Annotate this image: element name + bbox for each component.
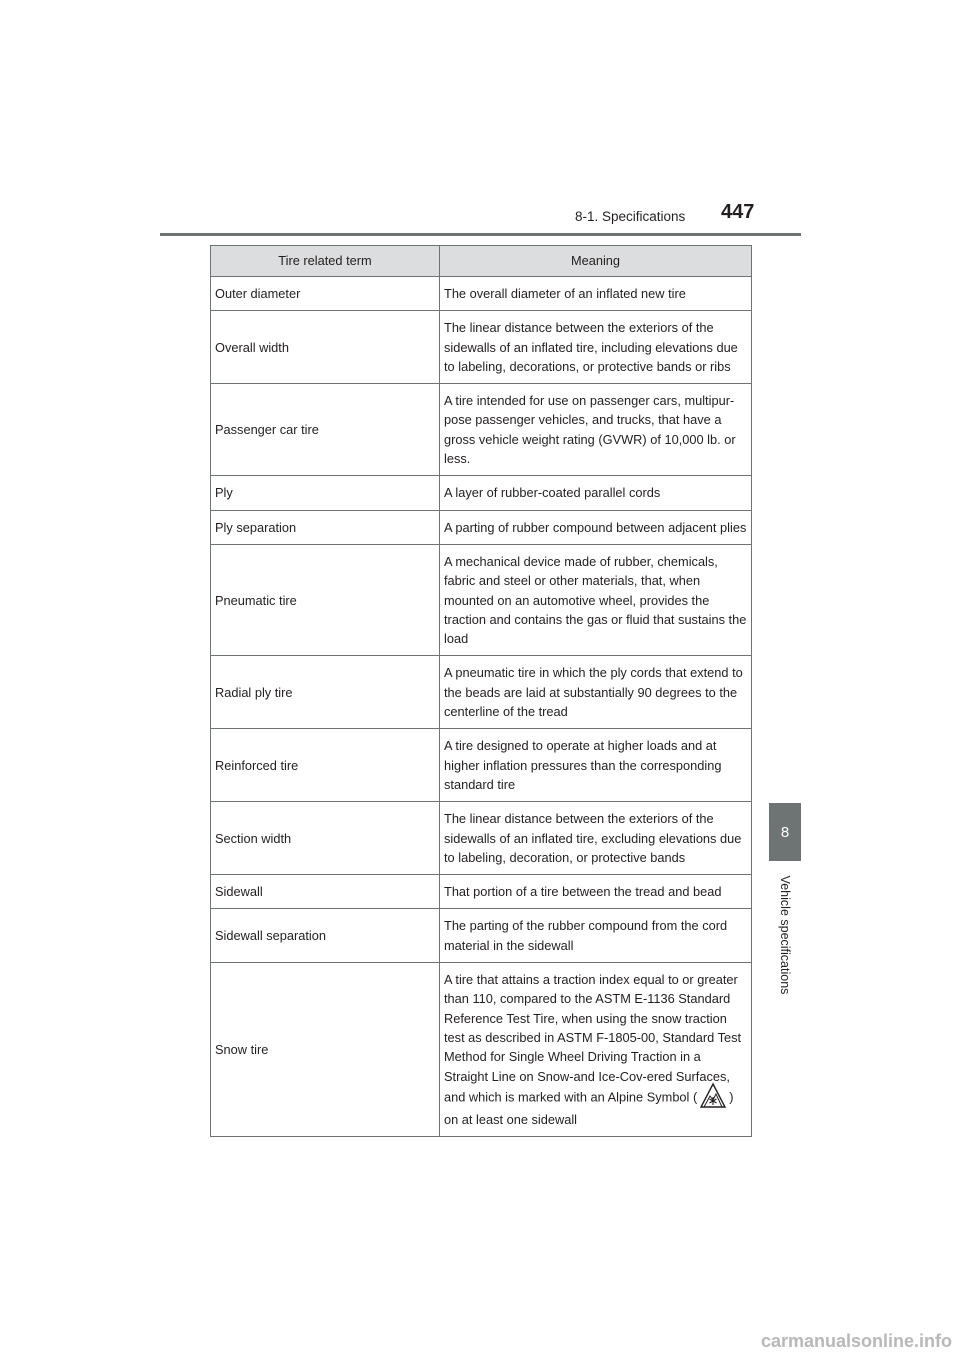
meaning-cell (440, 963, 752, 1137)
snow-meaning-text: A tire that attains a traction index equal to or greater than 110, compared to the ASTM E-1136 Standard Reference Test Tire, when using the snow traction test as described in ASTM F-1805-00, Standard Test Method for Single Wheel Driving Traction in a Straight Line on Snow-and Ice-Cov-ered Surfaces, and which is marked with an Alpine Symbol ( (444, 972, 742, 1105)
table-row (211, 909, 752, 963)
watermark-logo: carmanualsonline.info (760, 1331, 952, 1351)
section-title: 8-1. Specifications (575, 209, 686, 224)
table-header-row (211, 246, 752, 277)
meaning-cell: A pneumatic tire in which the ply cords that extend to the beads are laid at substantially 90 degrees to the centerline of the tread (440, 656, 752, 729)
meaning-cell: The parting of the rubber compound from the cord material in the sidewall (440, 909, 752, 963)
meaning-cell: That portion of a tire between the tread and bead (440, 875, 752, 909)
column-header-term: Tire related term (211, 246, 440, 277)
meaning-cell: The linear distance between the exteriors of the sidewalls of an inflated tire, excluding elevations due to labeling, decoration, or protective bands (440, 802, 752, 875)
tire-terms-table (210, 245, 752, 1137)
table-row (211, 544, 752, 655)
table-row (211, 875, 752, 909)
term-cell: Sidewall separation (211, 909, 440, 963)
table-row (211, 277, 752, 311)
term-cell: Snow tire (211, 963, 440, 1137)
chapter-number: 8 (780, 823, 790, 841)
chapter-title: Vehicle specifications (778, 875, 792, 995)
header-divider (160, 233, 801, 236)
meaning-cell: A mechanical device made of rubber, chemicals, fabric and steel or other materials, that, when mounted on an automotive wheel, provides the traction and contains the gas or fluid that sustains the load (440, 544, 752, 655)
term-cell: Section width (211, 802, 440, 875)
meaning-cell: The linear distance between the exteriors of the sidewalls of an inflated tire, including elevations due to labeling, decorations, or protective bands or ribs (440, 311, 752, 384)
table-row (211, 802, 752, 875)
term-cell: Reinforced tire (211, 729, 440, 802)
meaning-cell: A tire designed to operate at higher loads and at higher inflation pressures than the corresponding standard tire (440, 729, 752, 802)
term-cell: Passenger car tire (211, 384, 440, 476)
meaning-cell: A parting of rubber compound between adjacent plies (440, 510, 752, 544)
term-cell: Pneumatic tire (211, 544, 440, 655)
meaning-cell: A tire intended for use on passenger cars, multipur-pose passenger vehicles, and trucks, that have a gross vehicle weight rating (GVWR) of 10,000 lb. or less. (440, 384, 752, 476)
column-header-meaning: Meaning (440, 246, 752, 277)
meaning-cell: A layer of rubber-coated parallel cords (440, 476, 752, 510)
page-number: 447 (721, 201, 755, 223)
table-row (211, 311, 752, 384)
alpine-symbol-icon (699, 1082, 727, 1110)
table-row (211, 729, 752, 802)
meaning-cell: The overall diameter of an inflated new tire (440, 277, 752, 311)
snow-meaning-suffix: ) on at least one sidewall (444, 1089, 734, 1127)
table-row-snow-tire (211, 963, 752, 1137)
term-cell: Radial ply tire (211, 656, 440, 729)
term-cell: Outer diameter (211, 277, 440, 311)
table-row (211, 656, 752, 729)
table-row (211, 510, 752, 544)
chapter-tab (769, 803, 801, 861)
table-row (211, 384, 752, 476)
term-cell: Ply separation (211, 510, 440, 544)
table-row (211, 476, 752, 510)
term-cell: Ply (211, 476, 440, 510)
term-cell: Overall width (211, 311, 440, 384)
term-cell: Sidewall (211, 875, 440, 909)
